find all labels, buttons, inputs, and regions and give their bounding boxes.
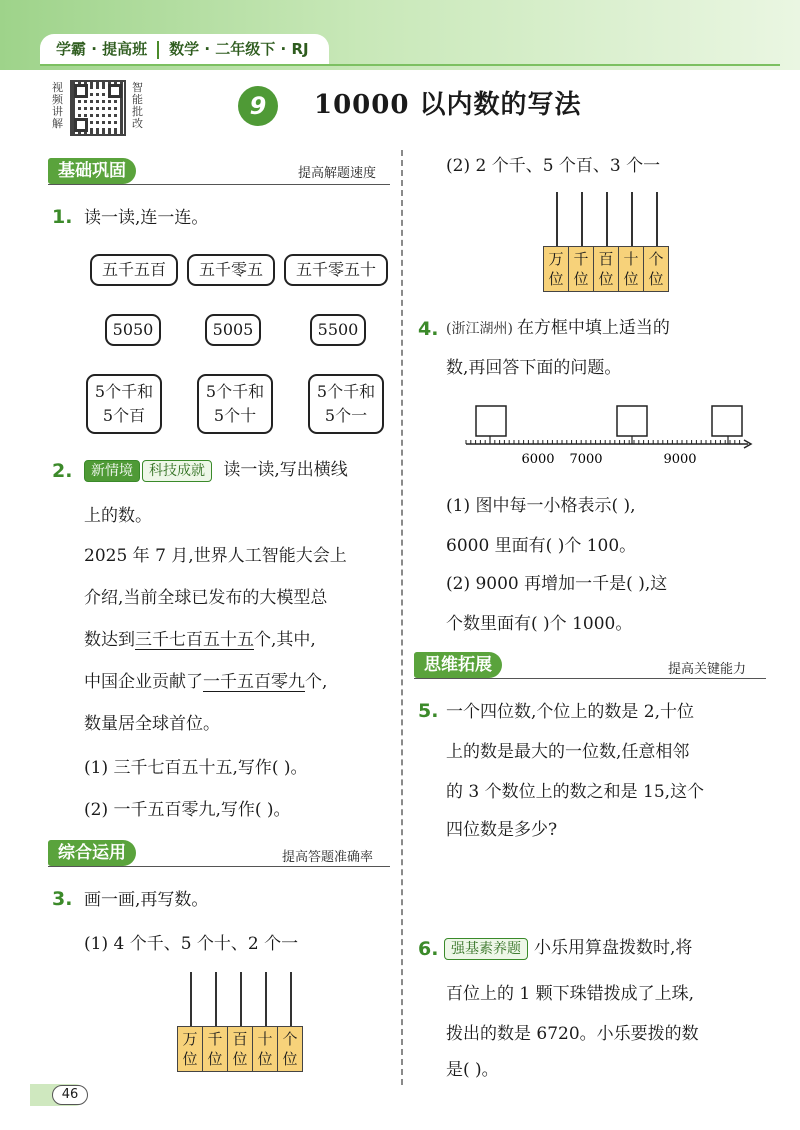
column-divider xyxy=(401,150,403,1085)
q6-line1 xyxy=(444,938,692,960)
q5-line: 上的数是最大的一位数,任意相邻 xyxy=(446,742,690,762)
section-basic-rule xyxy=(48,184,390,185)
q2-para-text: 个, xyxy=(305,672,328,692)
q6-line: 百位上的 1 颗下珠错拨成了上珠, xyxy=(446,984,695,1004)
q2-para-text: 数达到 xyxy=(84,630,135,650)
q2-para-text: 个,其中, xyxy=(254,630,316,650)
q1-word-box[interactable]: 五千零五 xyxy=(187,254,275,286)
number-line-blank-box[interactable] xyxy=(617,406,647,436)
q1-number-box[interactable]: 5005 xyxy=(205,314,261,346)
q1-text: 读一读,连一连。 xyxy=(84,208,209,228)
q4-text1: 在方框中填上适当的 xyxy=(516,318,670,338)
place-cell: 百 位 xyxy=(227,1026,253,1072)
section-basic-label: 基础巩固 xyxy=(48,158,136,184)
q2-underlined-number: 三千七百五十五 xyxy=(135,630,254,650)
q2-para-line xyxy=(84,672,327,692)
q2-header xyxy=(84,460,348,482)
q4-source: (浙江湖州) xyxy=(446,321,513,337)
q1-number-box[interactable]: 5500 xyxy=(310,314,366,346)
q2-para-line: 2025 年 7 月,世界人工智能大会上 xyxy=(84,546,347,566)
q1-word-box[interactable]: 五千零五十 xyxy=(284,254,388,286)
q1-number: 1. xyxy=(52,206,73,228)
q1-word-box[interactable]: 五千五百 xyxy=(90,254,178,286)
q1-number-box[interactable]: 5050 xyxy=(105,314,161,346)
lesson-title: 10000 以内数的写法 xyxy=(314,90,582,120)
section-apply-rule xyxy=(48,866,390,867)
q2-lead: 读一读,写出横线 xyxy=(223,460,348,480)
q5-line: 的 3 个数位上的数之和是 15,这个 xyxy=(446,782,705,802)
q4-number: 4. xyxy=(418,318,439,340)
section-expand-aux: 提高关键能力 xyxy=(668,662,747,677)
q6-line: 小乐用算盘拨数时,将 xyxy=(534,938,693,958)
q3-number: 3. xyxy=(52,888,73,910)
q1-group-line: 5个一 xyxy=(324,406,368,425)
tick-label: 7000 xyxy=(569,452,603,467)
q6-line: 拨出的数是 6720。小乐要拨的数 xyxy=(446,1024,699,1044)
qr-right-label: 智能批改 xyxy=(132,81,143,130)
q3-sub1: (1) 4 个千、5 个十、2 个一 xyxy=(84,934,299,954)
q2-badge-tech: 科技成就 xyxy=(142,460,212,482)
place-cell: 百 位 xyxy=(593,246,619,292)
section-expand-label: 思维拓展 xyxy=(414,652,502,678)
lesson-number: 9 xyxy=(238,86,278,126)
number-line xyxy=(460,400,760,470)
section-basic-aux: 提高解题速度 xyxy=(298,166,377,181)
q2-badge-new: 新情境 xyxy=(84,460,140,482)
q2-para-line: 数量居全球首位。 xyxy=(84,714,220,734)
page-number: 46 xyxy=(52,1085,88,1105)
qr-code-icon[interactable] xyxy=(70,80,126,136)
q2-para-text: 中国企业贡献了 xyxy=(84,672,203,692)
number-line-blank-box[interactable] xyxy=(476,406,506,436)
tick-label: 9000 xyxy=(663,452,697,467)
q4-text2: 数,再回答下面的问题。 xyxy=(446,358,622,378)
q4-sub2a[interactable]: (2) 9000 再增加一千是( ),这 xyxy=(446,574,668,594)
q2-para-line: 介绍,当前全球已发布的大模型总 xyxy=(84,588,328,608)
place-cell: 千 位 xyxy=(568,246,594,292)
q6-answer[interactable]: 是( )。 xyxy=(446,1060,499,1080)
q5-number: 5. xyxy=(418,700,439,722)
q1-group-line: 5个十 xyxy=(213,406,257,425)
section-apply-label: 综合运用 xyxy=(48,840,136,866)
series-label: 学霸 · 提高班 xyxy=(56,40,148,58)
q1-group-box[interactable] xyxy=(197,374,273,434)
page-number-tab xyxy=(30,1084,86,1106)
q4-line1 xyxy=(446,318,670,339)
q2-sub2[interactable]: (2) 一千五百零九,写作( )。 xyxy=(84,800,291,820)
q6-number: 6. xyxy=(418,938,439,960)
number-line-blank-box[interactable] xyxy=(712,406,742,436)
q2-para-line xyxy=(84,630,316,650)
place-cell: 十 位 xyxy=(252,1026,278,1072)
q1-group-line: 5个百 xyxy=(102,406,146,425)
q2-number: 2. xyxy=(52,460,73,482)
header-tab xyxy=(40,34,329,64)
q6-badge: 强基素养题 xyxy=(444,938,528,960)
abacus-1[interactable] xyxy=(178,972,310,1076)
q4-sub1b[interactable]: 6000 里面有( )个 100。 xyxy=(446,536,637,556)
place-cell: 千 位 xyxy=(202,1026,228,1072)
q1-group-box[interactable] xyxy=(86,374,162,434)
q1-group-box[interactable] xyxy=(308,374,384,434)
place-cell: 个 位 xyxy=(277,1026,303,1072)
q1-group-line: 5个千和 xyxy=(94,382,154,401)
section-expand-rule xyxy=(414,678,766,679)
section-apply-aux: 提高答题准确率 xyxy=(282,850,374,865)
q2-underlined-number: 一千五百零九 xyxy=(203,672,305,692)
q3-text: 画一画,再写数。 xyxy=(84,890,209,910)
subject-label: 数学 · 二年级下 · RJ xyxy=(169,40,309,58)
place-cell: 万 位 xyxy=(543,246,569,292)
q4-sub2b[interactable]: 个数里面有( )个 1000。 xyxy=(446,614,633,634)
qr-left-label: 视频讲解 xyxy=(52,81,63,130)
q1-group-line: 5个千和 xyxy=(316,382,376,401)
q4-sub1a[interactable]: (1) 图中每一小格表示( ), xyxy=(446,496,636,516)
q2-sub1[interactable]: (1) 三千七百五十五,写作( )。 xyxy=(84,758,308,778)
abacus-2[interactable] xyxy=(544,192,676,296)
q1-group-line: 5个千和 xyxy=(205,382,265,401)
place-cell: 万 位 xyxy=(177,1026,203,1072)
q2-lead2: 上的数。 xyxy=(84,506,152,526)
tick-label: 6000 xyxy=(521,452,555,467)
q5-line: 一个四位数,个位上的数是 2,十位 xyxy=(446,702,695,722)
q5-line: 四位数是多少? xyxy=(446,820,558,840)
q3-sub2: (2) 2 个千、5 个百、3 个一 xyxy=(446,156,661,176)
place-cell: 个 位 xyxy=(643,246,669,292)
place-cell: 十 位 xyxy=(618,246,644,292)
header-rule xyxy=(40,64,780,66)
